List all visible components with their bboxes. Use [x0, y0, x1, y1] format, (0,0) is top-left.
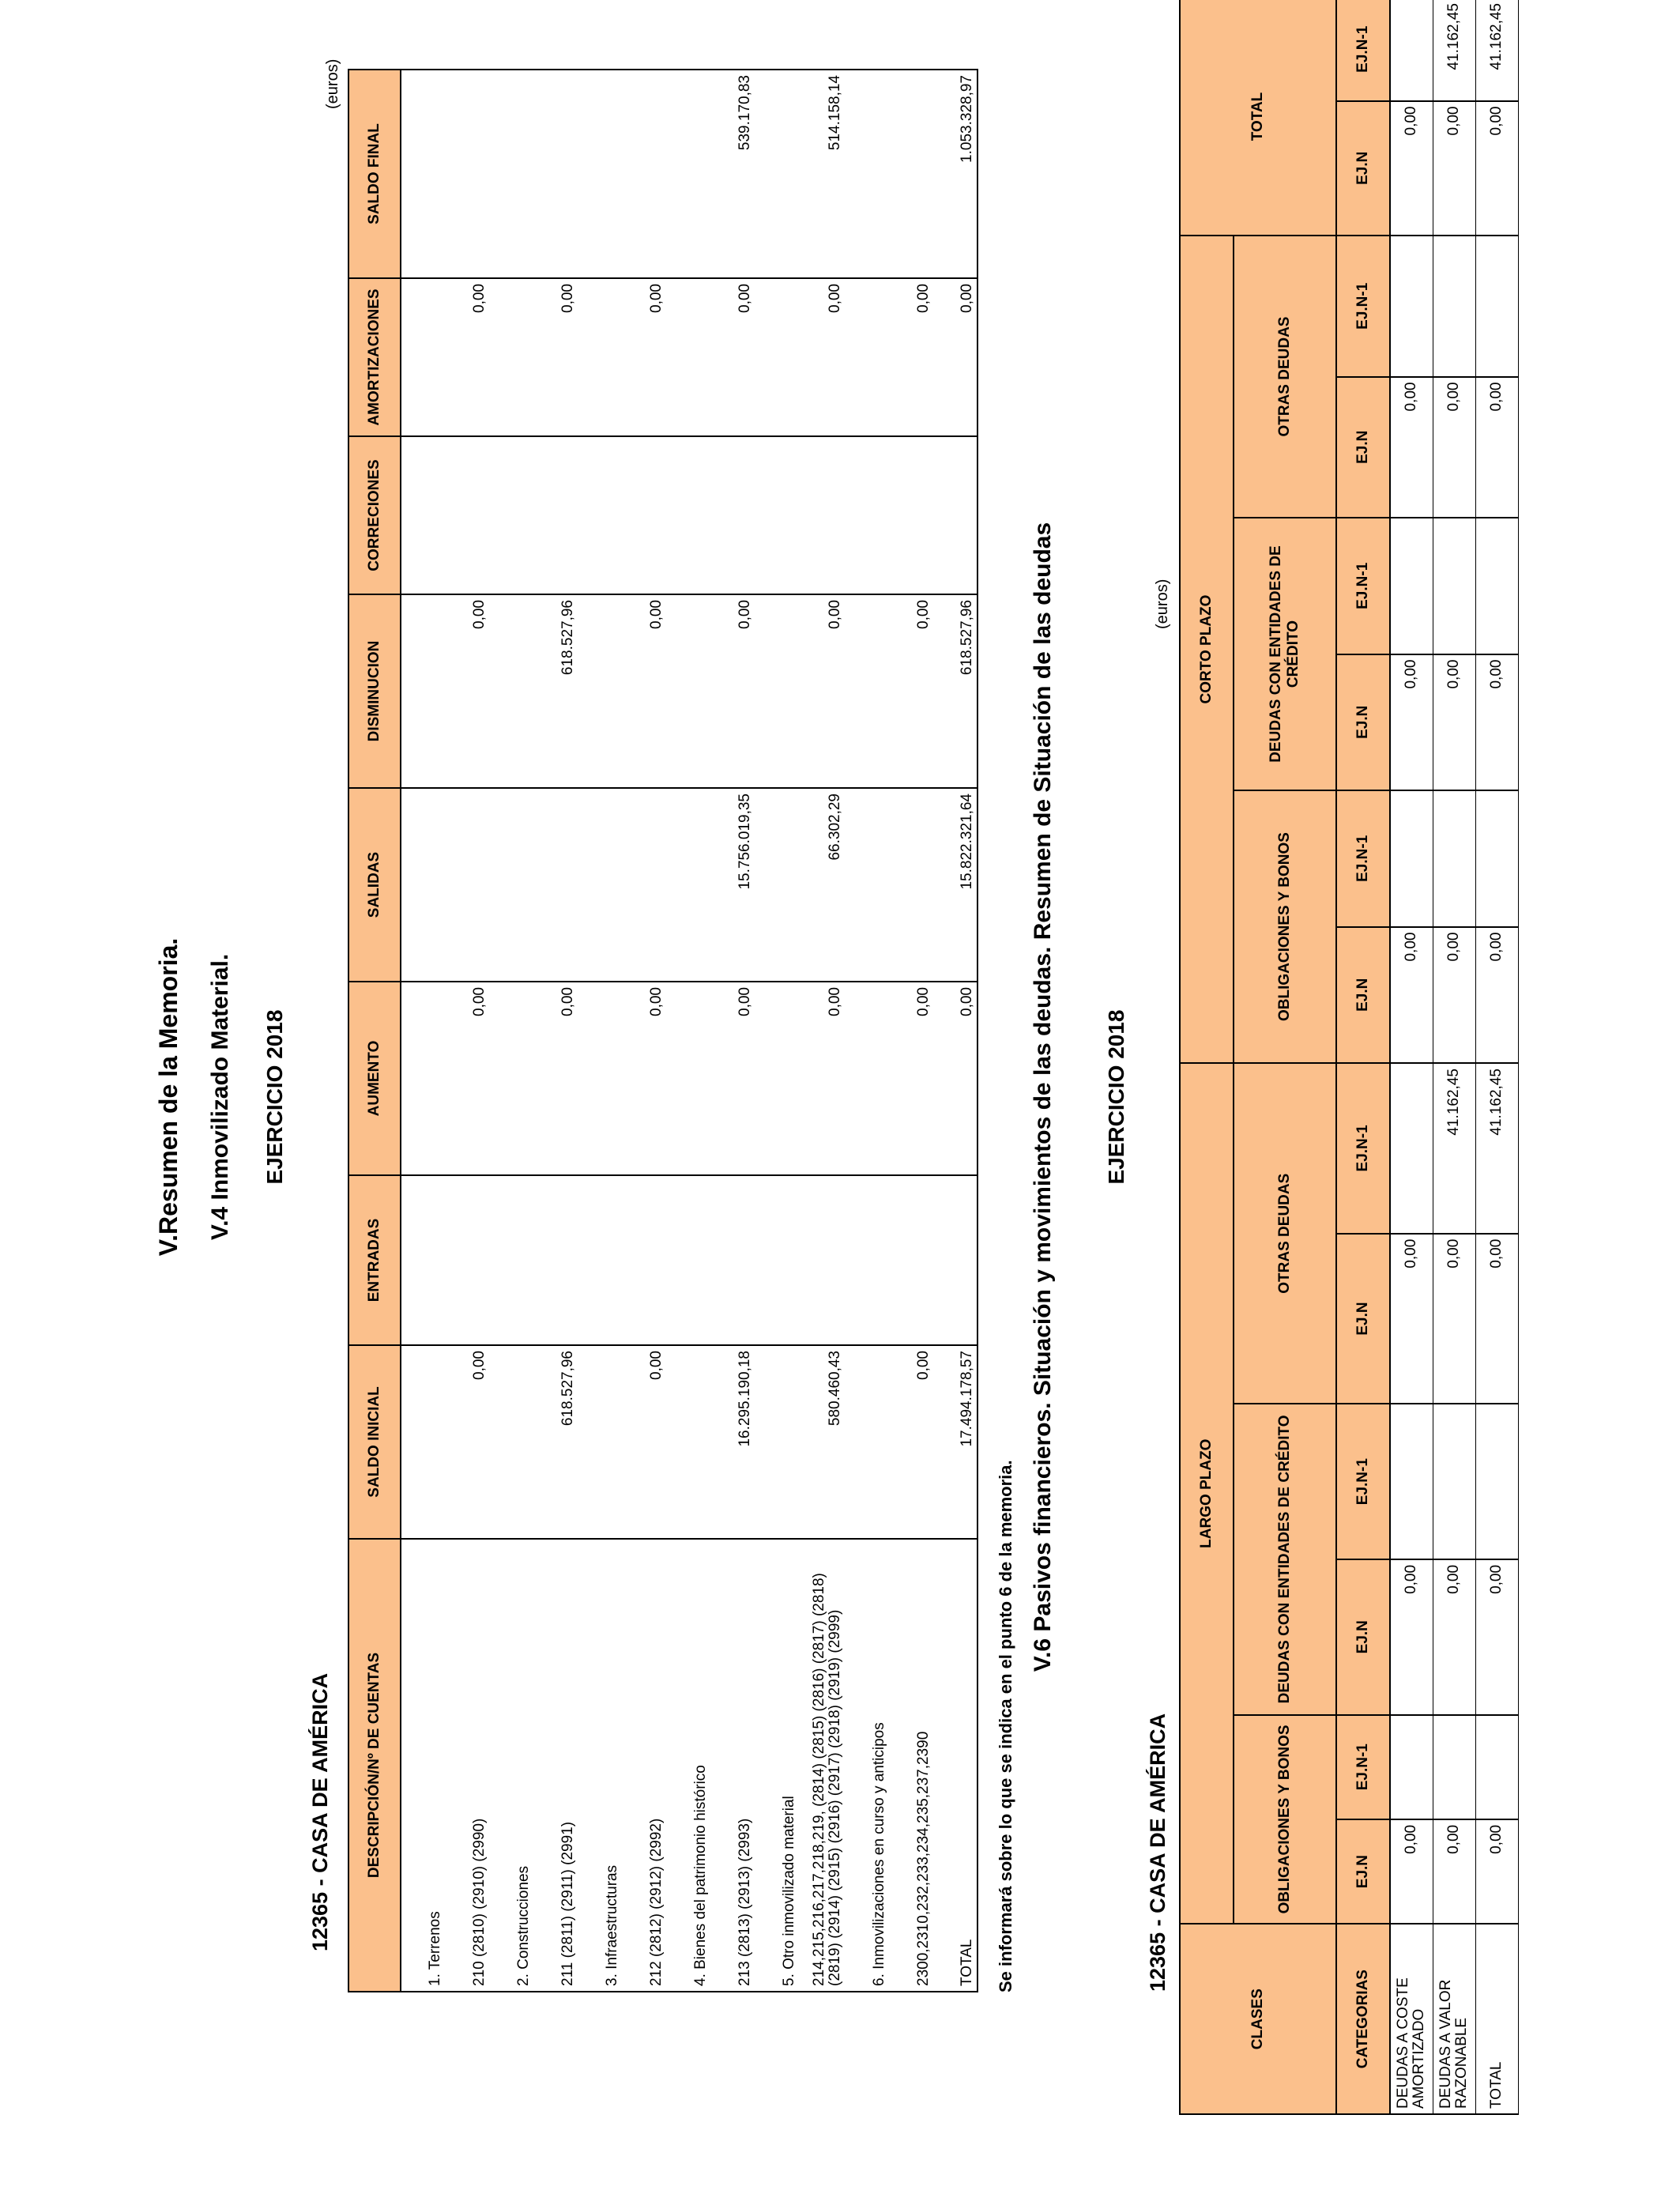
group-header: OTRAS DEUDAS [1234, 236, 1336, 518]
row-description: 210 (2810) (2910) (2990) [445, 1539, 489, 1992]
table-cell: 0,00 [933, 278, 977, 436]
table-row [401, 70, 445, 1992]
table-cell: 1.053.328,97 [933, 70, 977, 278]
table-cell [489, 1345, 533, 1539]
ejercicio-label-1: EJERCICIO 2018 [262, 1009, 287, 1185]
sub-header: EJ.N [1336, 377, 1390, 518]
table-cell [533, 1175, 578, 1345]
table-cell [666, 1345, 710, 1539]
table-cell [933, 436, 977, 594]
sub-header: EJ.N-1 [1336, 1715, 1390, 1819]
section-title-inmovilizado: V.4 Inmovilizado Material. [207, 953, 233, 1241]
table-cell [1433, 790, 1475, 927]
row-description: 211 (2811) (2911) (2991) [533, 1539, 578, 1992]
table-cell [445, 1175, 489, 1345]
table-cell: 0,00 [1475, 101, 1518, 236]
table-cell: 618.527,96 [533, 1345, 578, 1539]
table-cell [445, 436, 489, 594]
table-cell [489, 1175, 533, 1345]
table-cell [755, 594, 799, 788]
table-cell [933, 1175, 977, 1345]
table-cell [755, 70, 799, 278]
table-cell: 0,00 [799, 278, 845, 436]
table-cell [445, 70, 489, 278]
row-description: TOTAL [933, 1539, 977, 1992]
table-cell [1390, 518, 1433, 654]
table-cell: 41.162,45 [1433, 1063, 1475, 1234]
table-cell [1390, 1715, 1433, 1819]
table-cell [533, 70, 578, 278]
group-header: DEUDAS CON ENTIDADES DE CRÉDITO [1234, 518, 1336, 790]
table-cell: 0,00 [710, 594, 755, 788]
table-cell: 16.295.190,18 [710, 1345, 755, 1539]
table-cell: 0,00 [1433, 1559, 1475, 1715]
table-cell [845, 436, 889, 594]
sub-header: EJ.N [1336, 927, 1390, 1064]
row-description: 2. Construcciones [489, 1539, 533, 1992]
table-row [845, 70, 889, 1992]
sub-header: EJ.N [1336, 1819, 1390, 1924]
table-row [533, 70, 578, 1992]
sub-header: EJ.N-1 [1336, 790, 1390, 927]
table-cell: 15.822.321,64 [933, 788, 977, 982]
table-cell: 0,00 [1475, 654, 1518, 791]
table-cell: 0,00 [445, 982, 489, 1175]
table-cell [666, 982, 710, 1175]
section-title-pasivos: V.6 Pasivos financieros. Situación y movimientos de las deudas. Resumen de Situación de las deudas [1030, 522, 1056, 1672]
table-cell: 0,00 [1390, 101, 1433, 236]
table-cell [622, 788, 666, 982]
table-cell [401, 1175, 445, 1345]
table-row [489, 70, 533, 1992]
table-cell [666, 788, 710, 982]
ejercicio-label-2: EJERCICIO 2018 [1104, 1009, 1128, 1185]
table-cell [1475, 518, 1518, 654]
table-cell [1475, 1404, 1518, 1559]
table-cell [401, 436, 445, 594]
units-label-1: (euros) [324, 58, 341, 109]
table-row [889, 70, 933, 1992]
group-header: DEUDAS CON ENTIDADES DE CRÉDITO [1234, 1404, 1336, 1714]
group-header: OBLIGACIONES Y BONOS [1234, 1715, 1336, 1924]
table-cell [489, 436, 533, 594]
categorias-header: CATEGORIAS [1336, 1924, 1390, 2114]
table-cell [445, 788, 489, 982]
table-cell [578, 982, 622, 1175]
table-cell [755, 278, 799, 436]
clases-header: CLASES [1180, 1924, 1336, 2114]
table-cell [622, 436, 666, 594]
table-cell: 0,00 [1390, 927, 1433, 1064]
table-cell [1433, 1715, 1475, 1819]
table-row [578, 70, 622, 1992]
column-header: DESCRIPCIÓN/Nº DE CUENTAS [348, 1539, 401, 1992]
table-cell: 618.527,96 [533, 594, 578, 788]
memoria-note: Se informará sobre lo que se indica en el punto 6 de la memoria. [996, 1460, 1015, 1992]
table-cell [533, 788, 578, 982]
table-cell: 0,00 [1433, 1819, 1475, 1924]
row-description: 1. Terrenos [401, 1539, 445, 1992]
table-cell: 0,00 [933, 982, 977, 1175]
table-cell: 0,00 [1390, 1559, 1433, 1715]
table-cell [666, 278, 710, 436]
table-cell: 0,00 [622, 594, 666, 788]
table-cell: 66.302,29 [799, 788, 845, 982]
table-cell [533, 436, 578, 594]
table-cell: 0,00 [889, 278, 933, 436]
pasivos-table [1179, 0, 1519, 2115]
column-header: AMORTIZACIONES [348, 278, 401, 436]
table-cell [666, 436, 710, 594]
table-cell [710, 436, 755, 594]
category-label: DEUDAS A VALOR RAZONABLE [1433, 1924, 1475, 2114]
table-cell [578, 1345, 622, 1539]
table-cell [845, 1175, 889, 1345]
table-cell: 41.162,45 [1433, 0, 1475, 101]
sub-header: EJ.N-1 [1336, 1063, 1390, 1234]
column-header: DISMINUCION [348, 594, 401, 788]
table-cell [889, 1175, 933, 1345]
total-header: TOTAL [1180, 0, 1336, 236]
table-cell: 0,00 [889, 1345, 933, 1539]
table-cell [489, 594, 533, 788]
table-cell [710, 1175, 755, 1345]
table-row [1475, 0, 1518, 2114]
table-row [445, 70, 489, 1992]
table-cell: 0,00 [1433, 927, 1475, 1064]
table-row [1433, 0, 1475, 2114]
largo-plazo-header: LARGO PLAZO [1180, 1063, 1234, 1924]
table-cell: 539.170,83 [710, 70, 755, 278]
table-row [666, 70, 710, 1992]
table-row [933, 70, 977, 1992]
table-cell [799, 436, 845, 594]
table-cell: 0,00 [1433, 377, 1475, 518]
table-cell: 0,00 [445, 1345, 489, 1539]
table-cell [1475, 236, 1518, 377]
table-cell: 41.162,45 [1475, 0, 1518, 101]
table-cell [1433, 236, 1475, 377]
column-header: AUMENTO [348, 982, 401, 1175]
table-row [622, 70, 666, 1992]
table-cell: 618.527,96 [933, 594, 977, 788]
table-cell [1390, 236, 1433, 377]
table-cell: 0,00 [622, 982, 666, 1175]
table-cell: 0,00 [889, 982, 933, 1175]
row-description: 3. Infraestructuras [578, 1539, 622, 1992]
column-header: SALDO INICIAL [348, 1345, 401, 1539]
table-cell: 0,00 [1433, 101, 1475, 236]
row-description: 2300,2310,232,233,234,235,237,2390 [889, 1539, 933, 1992]
table-cell [578, 594, 622, 788]
table-cell: 0,00 [1475, 927, 1518, 1064]
table-cell [401, 1345, 445, 1539]
table-cell [1475, 1715, 1518, 1819]
table-cell [489, 70, 533, 278]
table-cell [889, 70, 933, 278]
table-cell: 0,00 [445, 594, 489, 788]
corto-plazo-header: CORTO PLAZO [1180, 236, 1234, 1063]
table-cell [1390, 1404, 1433, 1559]
table-cell: 0,00 [889, 594, 933, 788]
row-description: 213 (2813) (2913) (2993) [710, 1539, 755, 1992]
sub-header: EJ.N-1 [1336, 0, 1390, 101]
table-cell: 41.162,45 [1475, 1063, 1518, 1234]
table-cell [578, 788, 622, 982]
table-cell [401, 788, 445, 982]
table-cell: 0,00 [622, 1345, 666, 1539]
entity-name-2: 12365 - CASA DE AMÉRICA [1146, 1713, 1170, 1992]
table-cell [845, 982, 889, 1175]
table-cell: 15.756.019,35 [710, 788, 755, 982]
table-cell: 0,00 [1433, 654, 1475, 791]
row-description: 4. Bienes del patrimonio histórico [666, 1539, 710, 1992]
row-description: 6. Inmovilizaciones en curso y anticipos [845, 1539, 889, 1992]
table-cell: 0,00 [1475, 1819, 1518, 1924]
column-header: ENTRADAS [348, 1175, 401, 1345]
table-cell [401, 70, 445, 278]
row-description: 214,215,216,217,218,219, (2814) (2815) (2816) (2817) (2818) (2819) (2914) (2915) (2916) (2917) (2918) (2919) (2999) [799, 1539, 845, 1992]
group-header: OTRAS DEUDAS [1234, 1063, 1336, 1404]
category-label: TOTAL [1475, 1924, 1518, 2114]
table-cell: 0,00 [1390, 377, 1433, 518]
table-cell [845, 594, 889, 788]
table-cell [755, 982, 799, 1175]
row-description: 5. Otro inmovilizado material [755, 1539, 799, 1992]
table-cell [845, 70, 889, 278]
table-cell [401, 982, 445, 1175]
table-cell [1433, 518, 1475, 654]
table-cell: 0,00 [533, 278, 578, 436]
table-row [710, 70, 755, 1992]
table-cell: 0,00 [1475, 1559, 1518, 1715]
table-cell [1475, 790, 1518, 927]
inmovilizado-table [348, 69, 978, 1992]
table-cell [401, 278, 445, 436]
table-cell [578, 1175, 622, 1345]
sub-header: EJ.N [1336, 654, 1390, 791]
table-cell: 0,00 [1390, 1819, 1433, 1924]
table-cell [401, 594, 445, 788]
table-cell: 0,00 [533, 982, 578, 1175]
memoria-title: V.Resumen de la Memoria. [154, 937, 183, 1257]
table-cell [845, 278, 889, 436]
sub-header: EJ.N-1 [1336, 1404, 1390, 1559]
column-header: SALDO FINAL [348, 70, 401, 278]
table-cell [889, 788, 933, 982]
sub-header: EJ.N [1336, 101, 1390, 236]
table-cell [578, 278, 622, 436]
table-cell [666, 70, 710, 278]
table-cell: 0,00 [445, 278, 489, 436]
column-header: CORRECIONES [348, 436, 401, 594]
table-cell [666, 594, 710, 788]
sub-header: EJ.N [1336, 1234, 1390, 1404]
table-cell: 0,00 [1390, 1234, 1433, 1404]
entity-name-1: 12365 - CASA DE AMÉRICA [308, 1672, 332, 1951]
table-cell [489, 788, 533, 982]
category-label: DEUDAS A COSTE AMORTIZADO [1390, 1924, 1433, 2114]
row-description: 212 (2812) (2912) (2992) [622, 1539, 666, 1992]
units-label-2: (euros) [1154, 579, 1171, 629]
table-cell: 0,00 [799, 982, 845, 1175]
table-cell: 17.494.178,57 [933, 1345, 977, 1539]
group-header: OBLIGACIONES Y BONOS [1234, 790, 1336, 1063]
table-row [755, 70, 799, 1992]
table-cell [845, 1345, 889, 1539]
table-cell [666, 1175, 710, 1345]
table-row [1390, 0, 1433, 2114]
table-cell: 0,00 [710, 982, 755, 1175]
table-cell [845, 788, 889, 982]
table-cell [799, 1175, 845, 1345]
sub-header: EJ.N-1 [1336, 518, 1390, 654]
table-cell [755, 1175, 799, 1345]
table-cell: 0,00 [1475, 1234, 1518, 1404]
column-header: SALIDAS [348, 788, 401, 982]
table-cell: 0,00 [1475, 377, 1518, 518]
table-cell: 514.158,14 [799, 70, 845, 278]
table-cell: 0,00 [799, 594, 845, 788]
table-cell [578, 70, 622, 278]
table-cell [1390, 790, 1433, 927]
table-cell [889, 436, 933, 594]
table-cell [755, 436, 799, 594]
table-cell [755, 788, 799, 982]
table-cell [1390, 1063, 1433, 1234]
table-cell: 0,00 [1433, 1234, 1475, 1404]
table-cell [755, 1345, 799, 1539]
table-cell [622, 70, 666, 278]
table-cell: 0,00 [1390, 654, 1433, 791]
table-cell: 0,00 [710, 278, 755, 436]
table-cell [578, 436, 622, 594]
table-cell [1390, 0, 1433, 101]
table-row [799, 70, 845, 1992]
sub-header: EJ.N-1 [1336, 236, 1390, 377]
table-cell [489, 278, 533, 436]
table-cell [622, 1175, 666, 1345]
sub-header: EJ.N [1336, 1559, 1390, 1715]
table-cell: 580.460,43 [799, 1345, 845, 1539]
table-cell [1433, 1404, 1475, 1559]
table-cell: 0,00 [622, 278, 666, 436]
table-cell [489, 982, 533, 1175]
